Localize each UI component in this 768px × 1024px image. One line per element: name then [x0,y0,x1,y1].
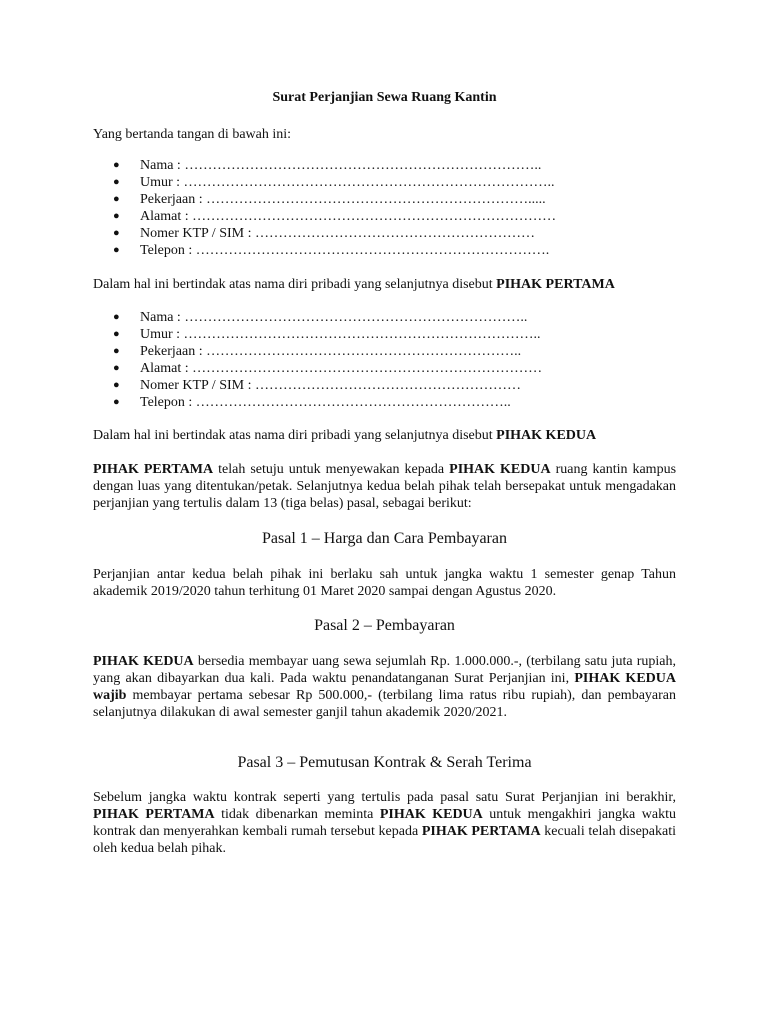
bullet-icon: ● [113,193,120,205]
pasal2-text: PIHAK KEDUA bersedia membayar uang sewa sejumlah Rp. 1.000.000.-, (terbilang satu juta rupiah, yang akan dibayarkan dua kali. Pada waktu penandatanganan Surat Perjanjian ini, PIHAK KEDUA wajib membayar pertama sebesar Rp 500.000,- (terbilang lima ratus ribu rupiah), dan pembayaran selanjutnya dilakukan di awal semester ganjil tahun akademik 2020/2021. [93,654,677,720]
party2-field-umur: ● Umur : ………………………………………………………………….. [113,327,541,342]
pasal2-heading: Pasal 2 – Pembayaran [314,617,455,634]
bullet-icon: ● [113,362,120,374]
bullet-icon: ● [113,328,120,340]
bullet-icon: ● [113,176,120,188]
party1-designation: PIHAK PERTAMA [496,277,615,292]
party2-field-ktp: ● Nomer KTP / SIM : ………………………………………………… [113,378,521,393]
party2-statement: Dalam hal ini bertindak atas nama diri pribadi yang selanjutnya disebut PIHAK KEDUA [93,428,597,443]
party2-field-alamat: ● Alamat : ………………………………………………………………… [113,361,543,376]
party2-designation: PIHAK KEDUA [496,428,597,443]
intro-text: Yang bertanda tangan di bawah ini: [93,127,292,142]
bullet-icon: ● [113,244,120,256]
pasal3-heading: Pasal 3 – Pemutusan Kontrak & Serah Terima [237,754,532,771]
bullet-icon: ● [113,311,120,323]
bullet-icon: ● [113,379,120,391]
document-title: Surat Perjanjian Sewa Ruang Kantin [272,90,497,105]
party1-field-telepon: ● Telepon : …………………………………………………………………. [113,243,550,258]
party2-field-telepon: ● Telepon : ………………………………………………………….. [113,395,511,410]
pasal1-heading: Pasal 1 – Harga dan Cara Pembayaran [262,530,507,547]
bullet-icon: ● [113,210,120,222]
bullet-icon: ● [113,227,120,239]
agreement-paragraph: PIHAK PERTAMA telah setuju untuk menyewakan kepada PIHAK KEDUA ruang kantin kampus dengan luas yang ditentukan/petak. Selanjutnya kedua belah pihak telah bersepakat untuk mengadakan perjanjian yang tertulis dalam 13 (tiga belas) pasal, sebagai berikut: [93,462,677,511]
party2-field-nama: ● Nama : ……………………………………………………………….. [113,310,528,325]
party1-fields [93,157,676,259]
party1-field-pekerjaan: ● Pekerjaan : ……………………………………………………………..... [113,192,546,207]
bullet-icon: ● [113,159,120,171]
pasal1-text: Perjanjian antar kedua belah pihak ini berlaku sah untuk jangka waktu 1 semester genap Tahun akademik 2019/2020 tahun terhitung 01 Maret 2020 sampai dengan Agustus 2020. [93,567,676,599]
party1-field-alamat: ● Alamat : …………………………………………………………………… [113,209,557,224]
party2-field-pekerjaan: ● Pekerjaan : ………………………………………………………….. [113,344,522,359]
party2-fields [93,309,676,411]
party1-field-nama: ● Nama : ………………………………………………………………….. [113,158,542,173]
party1-statement: Dalam hal ini bertindak atas nama diri pribadi yang selanjutnya disebut PIHAK PERTAMA [93,277,615,292]
party1-field-ktp: ● Nomer KTP / SIM : …………………………………………………… [113,226,535,241]
pasal3-text: Sebelum jangka waktu kontrak seperti yang tertulis pada pasal satu Surat Perjanjian ini berakhir, PIHAK PERTAMA tidak dibenarkan meminta PIHAK KEDUA untuk mengakhiri jangka waktu kontrak dan menyerahkan kembali rumah tersebut kepada PIHAK PERTAMA kecuali telah disepakati oleh kedua belah pihak. [93,790,676,856]
bullet-icon: ● [113,345,120,357]
bullet-icon: ● [113,396,120,408]
party1-field-umur: ● Umur : …………………………………………………………………….. [113,175,555,190]
